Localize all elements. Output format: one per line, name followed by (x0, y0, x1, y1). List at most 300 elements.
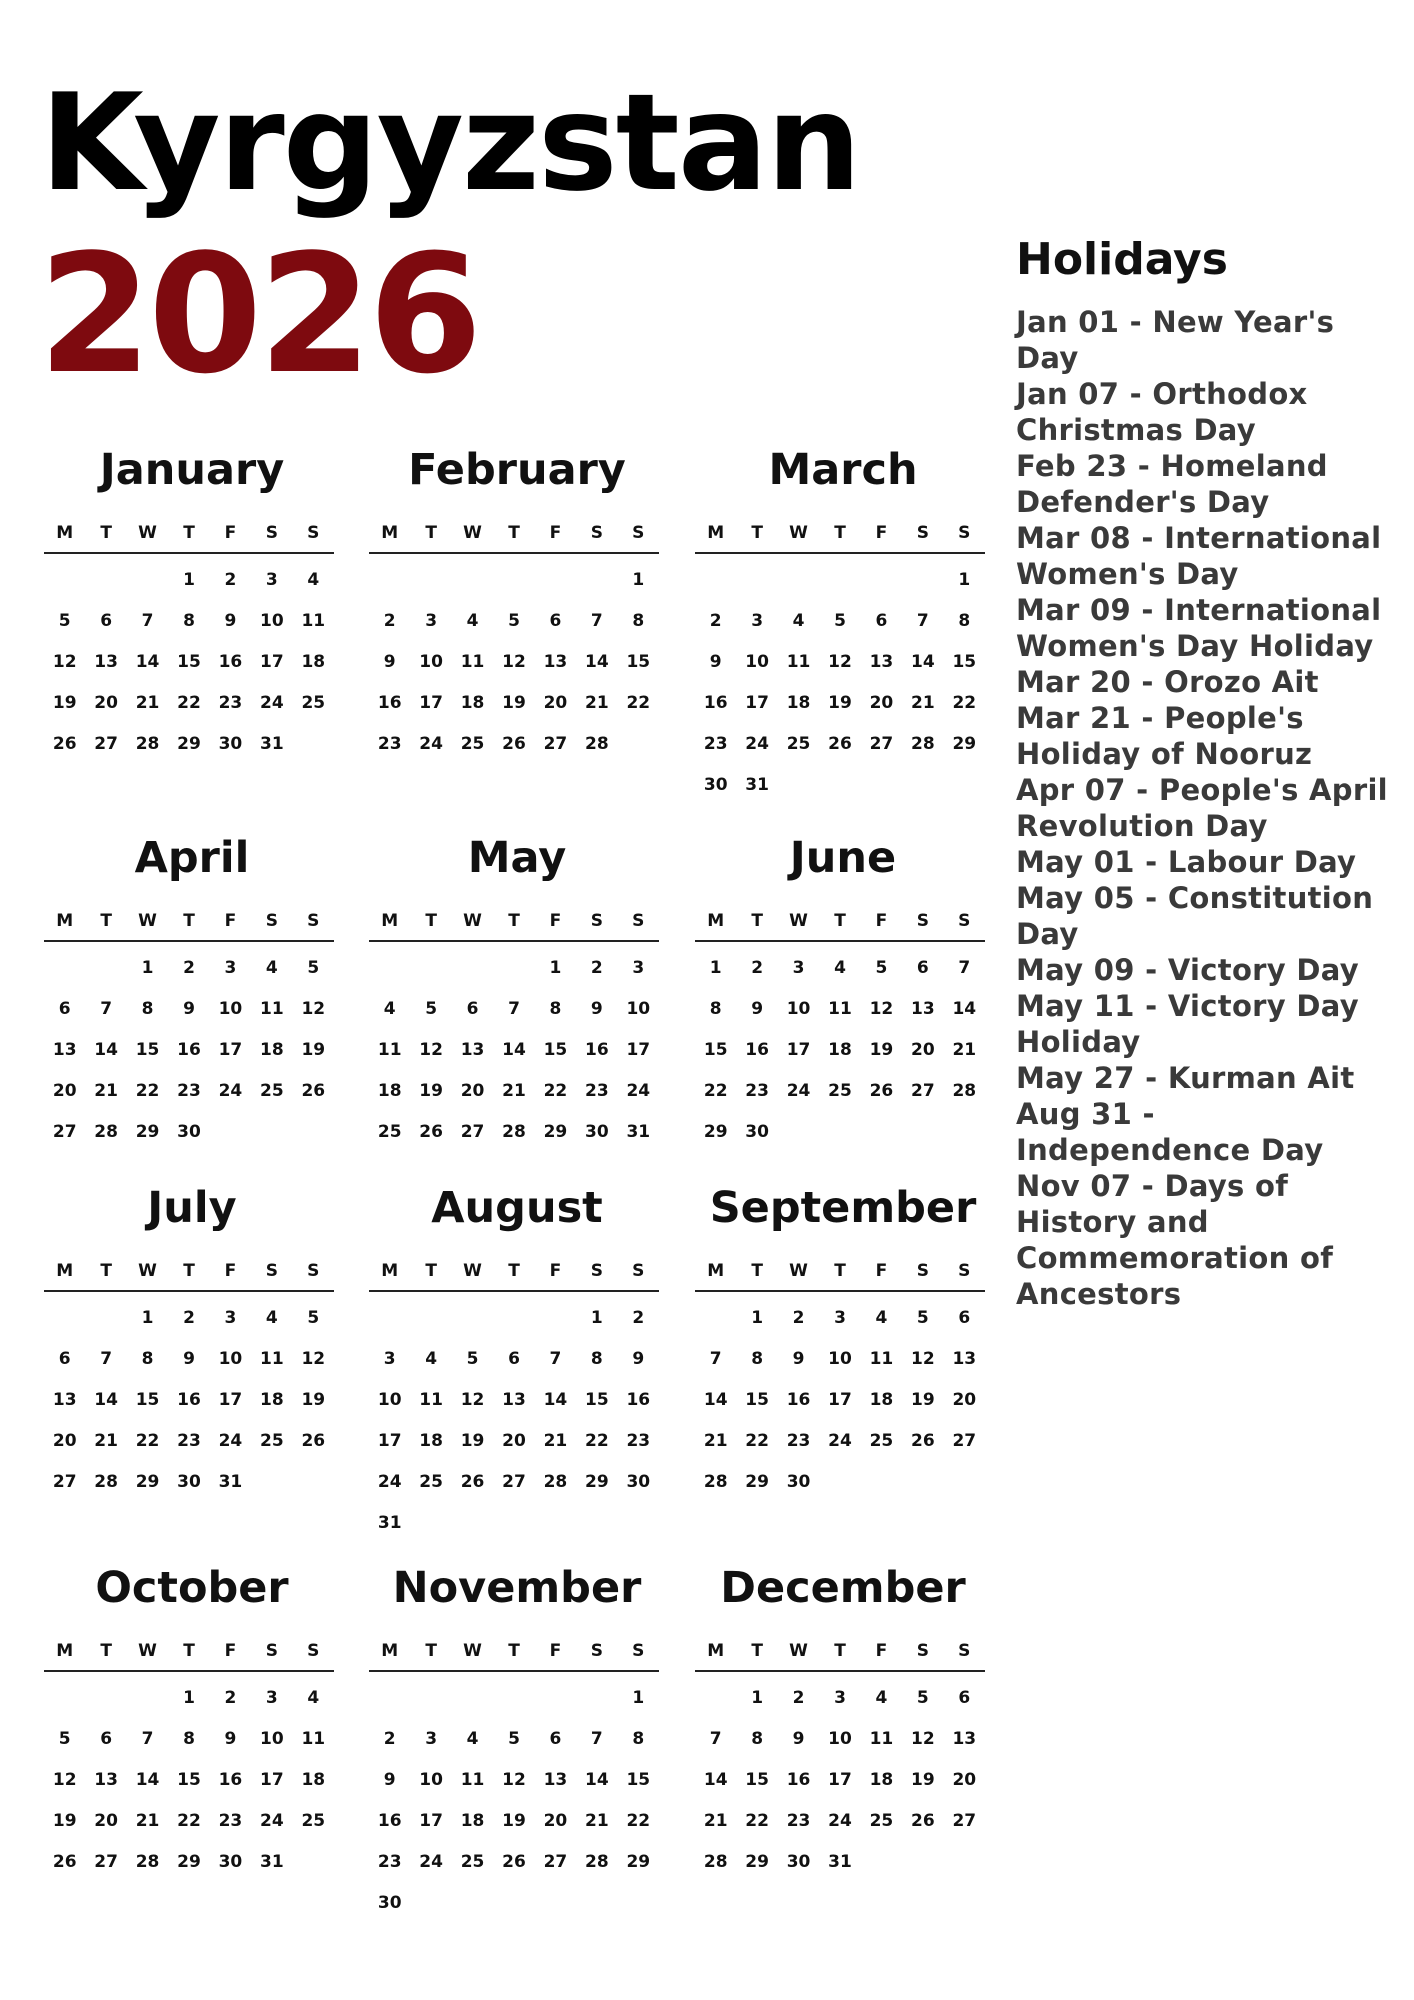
weekday-label: T (508, 523, 520, 543)
day-cell: 9 (224, 611, 237, 631)
day-cell: 7 (100, 1349, 113, 1369)
day-cell: 19 (301, 1390, 326, 1410)
day-cell: 22 (177, 1811, 201, 1831)
month-july (44, 1178, 334, 1503)
day-cell: 7 (709, 1729, 722, 1749)
day-cell: 12 (502, 1770, 526, 1790)
day-cell: 6 (916, 958, 929, 978)
day-cell: 14 (502, 1040, 526, 1060)
day-cell: 7 (590, 1729, 603, 1749)
day-cell: 18 (260, 1040, 284, 1060)
day-cell: 19 (869, 1040, 894, 1060)
day-cell: 1 (751, 1308, 764, 1328)
day-grid (695, 1678, 985, 1883)
day-empty (369, 560, 410, 601)
weekday-label: S (958, 523, 971, 543)
weekday-label: W (463, 911, 482, 931)
day-cell: 23 (585, 1081, 609, 1101)
day-cell: 9 (183, 999, 195, 1019)
day-cell: 14 (135, 652, 160, 672)
day-cell: 12 (301, 1349, 326, 1369)
day-cell: 26 (911, 1811, 935, 1831)
weekday-header (44, 522, 334, 554)
day-cell: 25 (786, 734, 811, 754)
day-cell: 15 (135, 1040, 160, 1060)
month-name: November (392, 1563, 642, 1613)
day-cell: 22 (177, 693, 201, 713)
day-cell: 2 (709, 611, 722, 631)
day-cell: 26 (460, 1472, 485, 1492)
day-cell: 26 (301, 1081, 326, 1101)
day-cell: 2 (183, 958, 195, 978)
day-cell: 25 (460, 734, 485, 754)
day-cell: 24 (377, 1472, 402, 1492)
day-cell: 9 (224, 1729, 237, 1749)
day-cell: 3 (224, 1308, 237, 1328)
weekday-label: T (425, 911, 437, 931)
day-cell: 18 (419, 1431, 443, 1451)
day-cell: 26 (828, 734, 852, 754)
day-cell: 19 (52, 693, 77, 713)
day-cell: 27 (502, 1472, 526, 1492)
weekday-label: T (751, 523, 763, 543)
month-january (44, 440, 334, 765)
weekday-label: S (307, 1641, 320, 1661)
month-name: August (431, 1183, 603, 1233)
weekday-label: S (590, 1641, 603, 1661)
day-cell: 5 (307, 958, 320, 978)
weekday-label: S (632, 911, 645, 931)
day-empty (85, 948, 126, 989)
weekday-label: M (707, 1261, 725, 1281)
day-cell: 11 (869, 1349, 894, 1369)
day-cell: 19 (460, 1431, 485, 1451)
month-name: February (408, 445, 626, 495)
day-cell: 2 (383, 1729, 396, 1749)
day-cell: 16 (585, 1040, 609, 1060)
day-cell: 14 (94, 1040, 118, 1060)
day-cell: 3 (265, 1688, 278, 1708)
weekday-label: M (707, 911, 725, 931)
day-cell: 2 (383, 611, 396, 631)
weekday-label: M (707, 1641, 725, 1661)
day-empty (861, 560, 902, 601)
weekday-label: T (751, 1261, 763, 1281)
weekday-label: W (463, 1641, 482, 1661)
day-cell: 9 (590, 999, 603, 1019)
day-cell: 10 (218, 1349, 243, 1369)
day-cell: 15 (177, 1770, 201, 1790)
day-cell: 22 (585, 1431, 609, 1451)
day-grid (369, 948, 659, 1153)
day-cell: 25 (301, 693, 326, 713)
day-cell: 2 (590, 958, 603, 978)
holiday-item: Jan 07 - Orthodox Christmas Day (1016, 377, 1308, 447)
day-cell: 4 (425, 1349, 438, 1369)
day-cell: 8 (751, 1349, 764, 1369)
day-cell: 1 (709, 958, 722, 978)
day-empty (493, 1678, 534, 1719)
day-cell: 10 (419, 652, 443, 672)
day-cell: 12 (828, 652, 852, 672)
day-cell: 3 (792, 958, 805, 978)
weekday-label: F (224, 523, 237, 543)
month-february (369, 440, 659, 765)
day-cell: 8 (141, 1349, 154, 1369)
holiday-item: May 11 - Victory Day Holiday (1016, 989, 1359, 1059)
day-cell: 23 (177, 1431, 201, 1451)
day-empty (369, 1298, 410, 1339)
day-cell: 1 (632, 570, 645, 590)
day-empty (85, 1678, 126, 1719)
weekday-label: T (508, 1261, 520, 1281)
day-empty (695, 1298, 736, 1339)
day-cell: 16 (377, 1811, 402, 1831)
day-grid (695, 560, 985, 806)
weekday-label: M (381, 1261, 399, 1281)
day-cell: 1 (141, 1308, 154, 1328)
day-cell: 30 (703, 775, 728, 795)
day-empty (44, 1298, 85, 1339)
day-cell: 19 (301, 1040, 326, 1060)
day-cell: 31 (745, 775, 769, 795)
weekday-label: S (632, 1261, 645, 1281)
day-cell: 27 (911, 1081, 935, 1101)
day-cell: 4 (307, 1688, 320, 1708)
day-empty (736, 560, 777, 601)
day-cell: 4 (792, 611, 805, 631)
day-cell: 21 (94, 1431, 118, 1451)
day-cell: 20 (952, 1390, 977, 1410)
day-cell: 21 (502, 1081, 526, 1101)
day-cell: 13 (952, 1349, 977, 1369)
day-cell: 12 (911, 1349, 935, 1369)
day-cell: 21 (585, 1811, 609, 1831)
day-cell: 6 (58, 999, 71, 1019)
weekday-label: F (875, 1641, 888, 1661)
day-cell: 3 (834, 1688, 846, 1708)
day-cell: 28 (94, 1122, 118, 1142)
day-cell: 16 (377, 693, 402, 713)
weekday-label: W (789, 1261, 808, 1281)
month-name: April (134, 833, 250, 883)
weekday-label: W (138, 911, 157, 931)
day-cell: 24 (260, 693, 284, 713)
weekday-label: W (463, 1261, 482, 1281)
day-cell: 15 (585, 1390, 609, 1410)
day-cell: 20 (94, 1811, 118, 1831)
holiday-item: May 27 - Kurman Ait (1016, 1061, 1355, 1095)
day-cell: 26 (301, 1431, 326, 1451)
day-cell: 30 (786, 1472, 811, 1492)
day-cell: 17 (745, 693, 769, 713)
day-cell: 1 (183, 1688, 195, 1708)
day-cell: 28 (703, 1472, 728, 1492)
day-cell: 28 (585, 1852, 609, 1872)
day-cell: 5 (466, 1349, 479, 1369)
day-cell: 25 (869, 1811, 894, 1831)
day-cell: 15 (626, 1770, 651, 1790)
day-cell: 11 (460, 652, 485, 672)
day-cell: 9 (792, 1729, 805, 1749)
day-cell: 5 (307, 1308, 320, 1328)
day-cell: 4 (834, 958, 846, 978)
day-cell: 23 (377, 1852, 402, 1872)
weekday-label: S (590, 911, 603, 931)
day-cell: 4 (265, 958, 278, 978)
month-august (369, 1178, 659, 1544)
day-cell: 23 (703, 734, 728, 754)
day-cell: 15 (135, 1390, 160, 1410)
day-cell: 1 (549, 958, 562, 978)
day-cell: 16 (218, 1770, 243, 1790)
day-cell: 9 (183, 1349, 195, 1369)
day-cell: 6 (958, 1688, 971, 1708)
day-empty (410, 560, 451, 601)
day-cell: 28 (135, 734, 160, 754)
day-empty (369, 948, 410, 989)
day-cell: 3 (834, 1308, 846, 1328)
day-cell: 22 (543, 1081, 568, 1101)
day-cell: 4 (265, 1308, 278, 1328)
day-empty (85, 560, 126, 601)
day-cell: 10 (218, 999, 243, 1019)
day-cell: 24 (828, 1811, 852, 1831)
day-cell: 29 (952, 734, 977, 754)
day-cell: 13 (94, 1770, 118, 1790)
day-cell: 24 (419, 734, 443, 754)
day-cell: 21 (135, 1811, 160, 1831)
day-cell: 17 (828, 1770, 852, 1790)
day-cell: 23 (786, 1811, 811, 1831)
day-cell: 3 (265, 570, 278, 590)
day-cell: 20 (52, 1431, 77, 1451)
day-cell: 1 (183, 570, 195, 590)
day-cell: 18 (260, 1390, 284, 1410)
month-name: May (467, 833, 567, 883)
day-cell: 15 (745, 1390, 769, 1410)
day-cell: 16 (703, 693, 728, 713)
day-cell: 27 (460, 1122, 485, 1142)
day-cell: 27 (952, 1811, 977, 1831)
day-cell: 12 (419, 1040, 443, 1060)
day-empty (410, 948, 451, 989)
day-cell: 3 (383, 1349, 396, 1369)
day-empty (410, 1678, 451, 1719)
weekday-label: S (590, 1261, 603, 1281)
day-cell: 14 (703, 1770, 728, 1790)
day-cell: 2 (632, 1308, 645, 1328)
day-cell: 19 (52, 1811, 77, 1831)
day-cell: 29 (135, 1472, 160, 1492)
day-cell: 10 (260, 611, 284, 631)
weekday-label: S (265, 523, 278, 543)
day-cell: 12 (911, 1729, 935, 1749)
holiday-item: Apr 07 - People's April Revolution Day (1016, 773, 1388, 843)
day-cell: 8 (632, 1729, 645, 1749)
day-cell: 16 (177, 1040, 201, 1060)
day-cell: 11 (460, 1770, 485, 1790)
day-empty (452, 948, 493, 989)
month-name: September (709, 1183, 977, 1233)
day-cell: 28 (703, 1852, 728, 1872)
day-cell: 17 (377, 1431, 402, 1451)
day-cell: 5 (916, 1688, 929, 1708)
day-cell: 28 (911, 734, 935, 754)
day-cell: 3 (632, 958, 645, 978)
day-cell: 26 (869, 1081, 894, 1101)
day-cell: 23 (377, 734, 402, 754)
month-name: July (147, 1183, 237, 1233)
weekday-label: S (265, 1261, 278, 1281)
day-cell: 1 (590, 1308, 603, 1328)
day-empty (452, 1678, 493, 1719)
day-cell: 14 (703, 1390, 728, 1410)
weekday-label: S (307, 1261, 320, 1281)
day-cell: 25 (460, 1852, 485, 1872)
month-december (695, 1558, 985, 1883)
day-cell: 8 (183, 611, 195, 631)
day-empty (535, 1678, 576, 1719)
day-grid (369, 1678, 659, 1924)
holidays-title: Holidays (1016, 234, 1228, 285)
weekday-label: M (56, 1641, 74, 1661)
day-cell: 11 (301, 611, 326, 631)
day-cell: 9 (751, 999, 764, 1019)
day-cell: 8 (183, 1729, 195, 1749)
day-cell: 12 (869, 999, 894, 1019)
day-cell: 26 (52, 734, 77, 754)
day-cell: 22 (745, 1431, 769, 1451)
day-cell: 25 (260, 1081, 284, 1101)
day-cell: 12 (502, 652, 526, 672)
weekday-header (695, 522, 985, 554)
day-cell: 8 (751, 1729, 764, 1749)
month-name: December (720, 1563, 966, 1613)
weekday-label: T (508, 911, 520, 931)
day-cell: 23 (218, 1811, 243, 1831)
weekday-label: M (56, 911, 74, 931)
day-empty (695, 560, 736, 601)
day-grid (44, 560, 334, 765)
day-cell: 6 (875, 611, 888, 631)
month-september (695, 1178, 985, 1503)
day-cell: 16 (786, 1770, 811, 1790)
day-cell: 27 (869, 734, 894, 754)
day-cell: 30 (745, 1122, 769, 1142)
day-empty (85, 1298, 126, 1339)
month-may (369, 828, 659, 1153)
day-cell: 23 (626, 1431, 651, 1451)
day-cell: 24 (419, 1852, 443, 1872)
day-cell: 26 (911, 1431, 935, 1451)
day-cell: 13 (543, 652, 568, 672)
day-cell: 19 (502, 1811, 526, 1831)
weekday-label: T (425, 1641, 437, 1661)
weekday-label: F (224, 1641, 237, 1661)
weekday-label: M (381, 1641, 399, 1661)
day-cell: 5 (58, 611, 71, 631)
day-cell: 11 (301, 1729, 326, 1749)
day-cell: 10 (377, 1390, 402, 1410)
day-cell: 29 (135, 1122, 160, 1142)
day-cell: 5 (875, 958, 888, 978)
month-march (695, 440, 985, 806)
weekday-label: T (183, 1641, 195, 1661)
day-cell: 6 (549, 1729, 562, 1749)
day-cell: 6 (100, 1729, 113, 1749)
day-cell: 18 (786, 693, 811, 713)
day-cell: 20 (52, 1081, 77, 1101)
weekday-label: M (56, 1261, 74, 1281)
day-cell: 29 (745, 1852, 769, 1872)
day-cell: 27 (52, 1472, 77, 1492)
weekday-label: F (549, 523, 562, 543)
day-cell: 30 (377, 1893, 402, 1913)
month-october (44, 1558, 334, 1883)
day-cell: 15 (952, 652, 977, 672)
day-cell: 31 (377, 1513, 402, 1533)
day-cell: 18 (377, 1081, 402, 1101)
day-cell: 5 (916, 1308, 929, 1328)
weekday-label: W (138, 1261, 157, 1281)
country-title: Kyrgyzstan (40, 65, 860, 221)
day-empty (452, 560, 493, 601)
day-cell: 16 (218, 652, 243, 672)
day-cell: 9 (383, 1770, 396, 1790)
day-grid (695, 1298, 985, 1503)
holidays-panel (1016, 232, 1396, 1312)
day-cell: 5 (58, 1729, 71, 1749)
day-cell: 22 (626, 1811, 651, 1831)
holiday-item: Mar 20 - Orozo Ait (1016, 665, 1319, 699)
day-cell: 10 (786, 999, 811, 1019)
day-cell: 21 (543, 1431, 568, 1451)
day-cell: 28 (585, 734, 609, 754)
day-cell: 13 (52, 1390, 77, 1410)
holiday-item: Aug 31 - Independence Day (1016, 1097, 1324, 1167)
day-cell: 18 (869, 1770, 894, 1790)
day-cell: 1 (958, 570, 971, 590)
day-cell: 3 (224, 958, 237, 978)
day-empty (127, 1678, 168, 1719)
day-cell: 30 (218, 734, 243, 754)
day-cell: 13 (502, 1390, 526, 1410)
day-cell: 12 (52, 1770, 77, 1790)
day-cell: 16 (177, 1390, 201, 1410)
weekday-label: F (224, 911, 237, 931)
day-cell: 14 (585, 1770, 609, 1790)
day-cell: 19 (828, 693, 852, 713)
day-cell: 20 (543, 1811, 568, 1831)
day-cell: 28 (135, 1852, 160, 1872)
weekday-label: S (307, 523, 320, 543)
day-cell: 18 (828, 1040, 852, 1060)
day-cell: 4 (383, 999, 396, 1019)
day-cell: 21 (703, 1431, 728, 1451)
holiday-item: Mar 08 - International Women's Day (1016, 521, 1382, 591)
day-cell: 28 (952, 1081, 977, 1101)
day-cell: 29 (177, 734, 201, 754)
day-cell: 8 (549, 999, 562, 1019)
day-cell: 21 (135, 693, 160, 713)
day-cell: 30 (626, 1472, 651, 1492)
day-cell: 31 (260, 734, 284, 754)
day-cell: 17 (218, 1040, 243, 1060)
weekday-label: S (916, 1641, 929, 1661)
day-empty (493, 1298, 534, 1339)
day-cell: 13 (869, 652, 894, 672)
